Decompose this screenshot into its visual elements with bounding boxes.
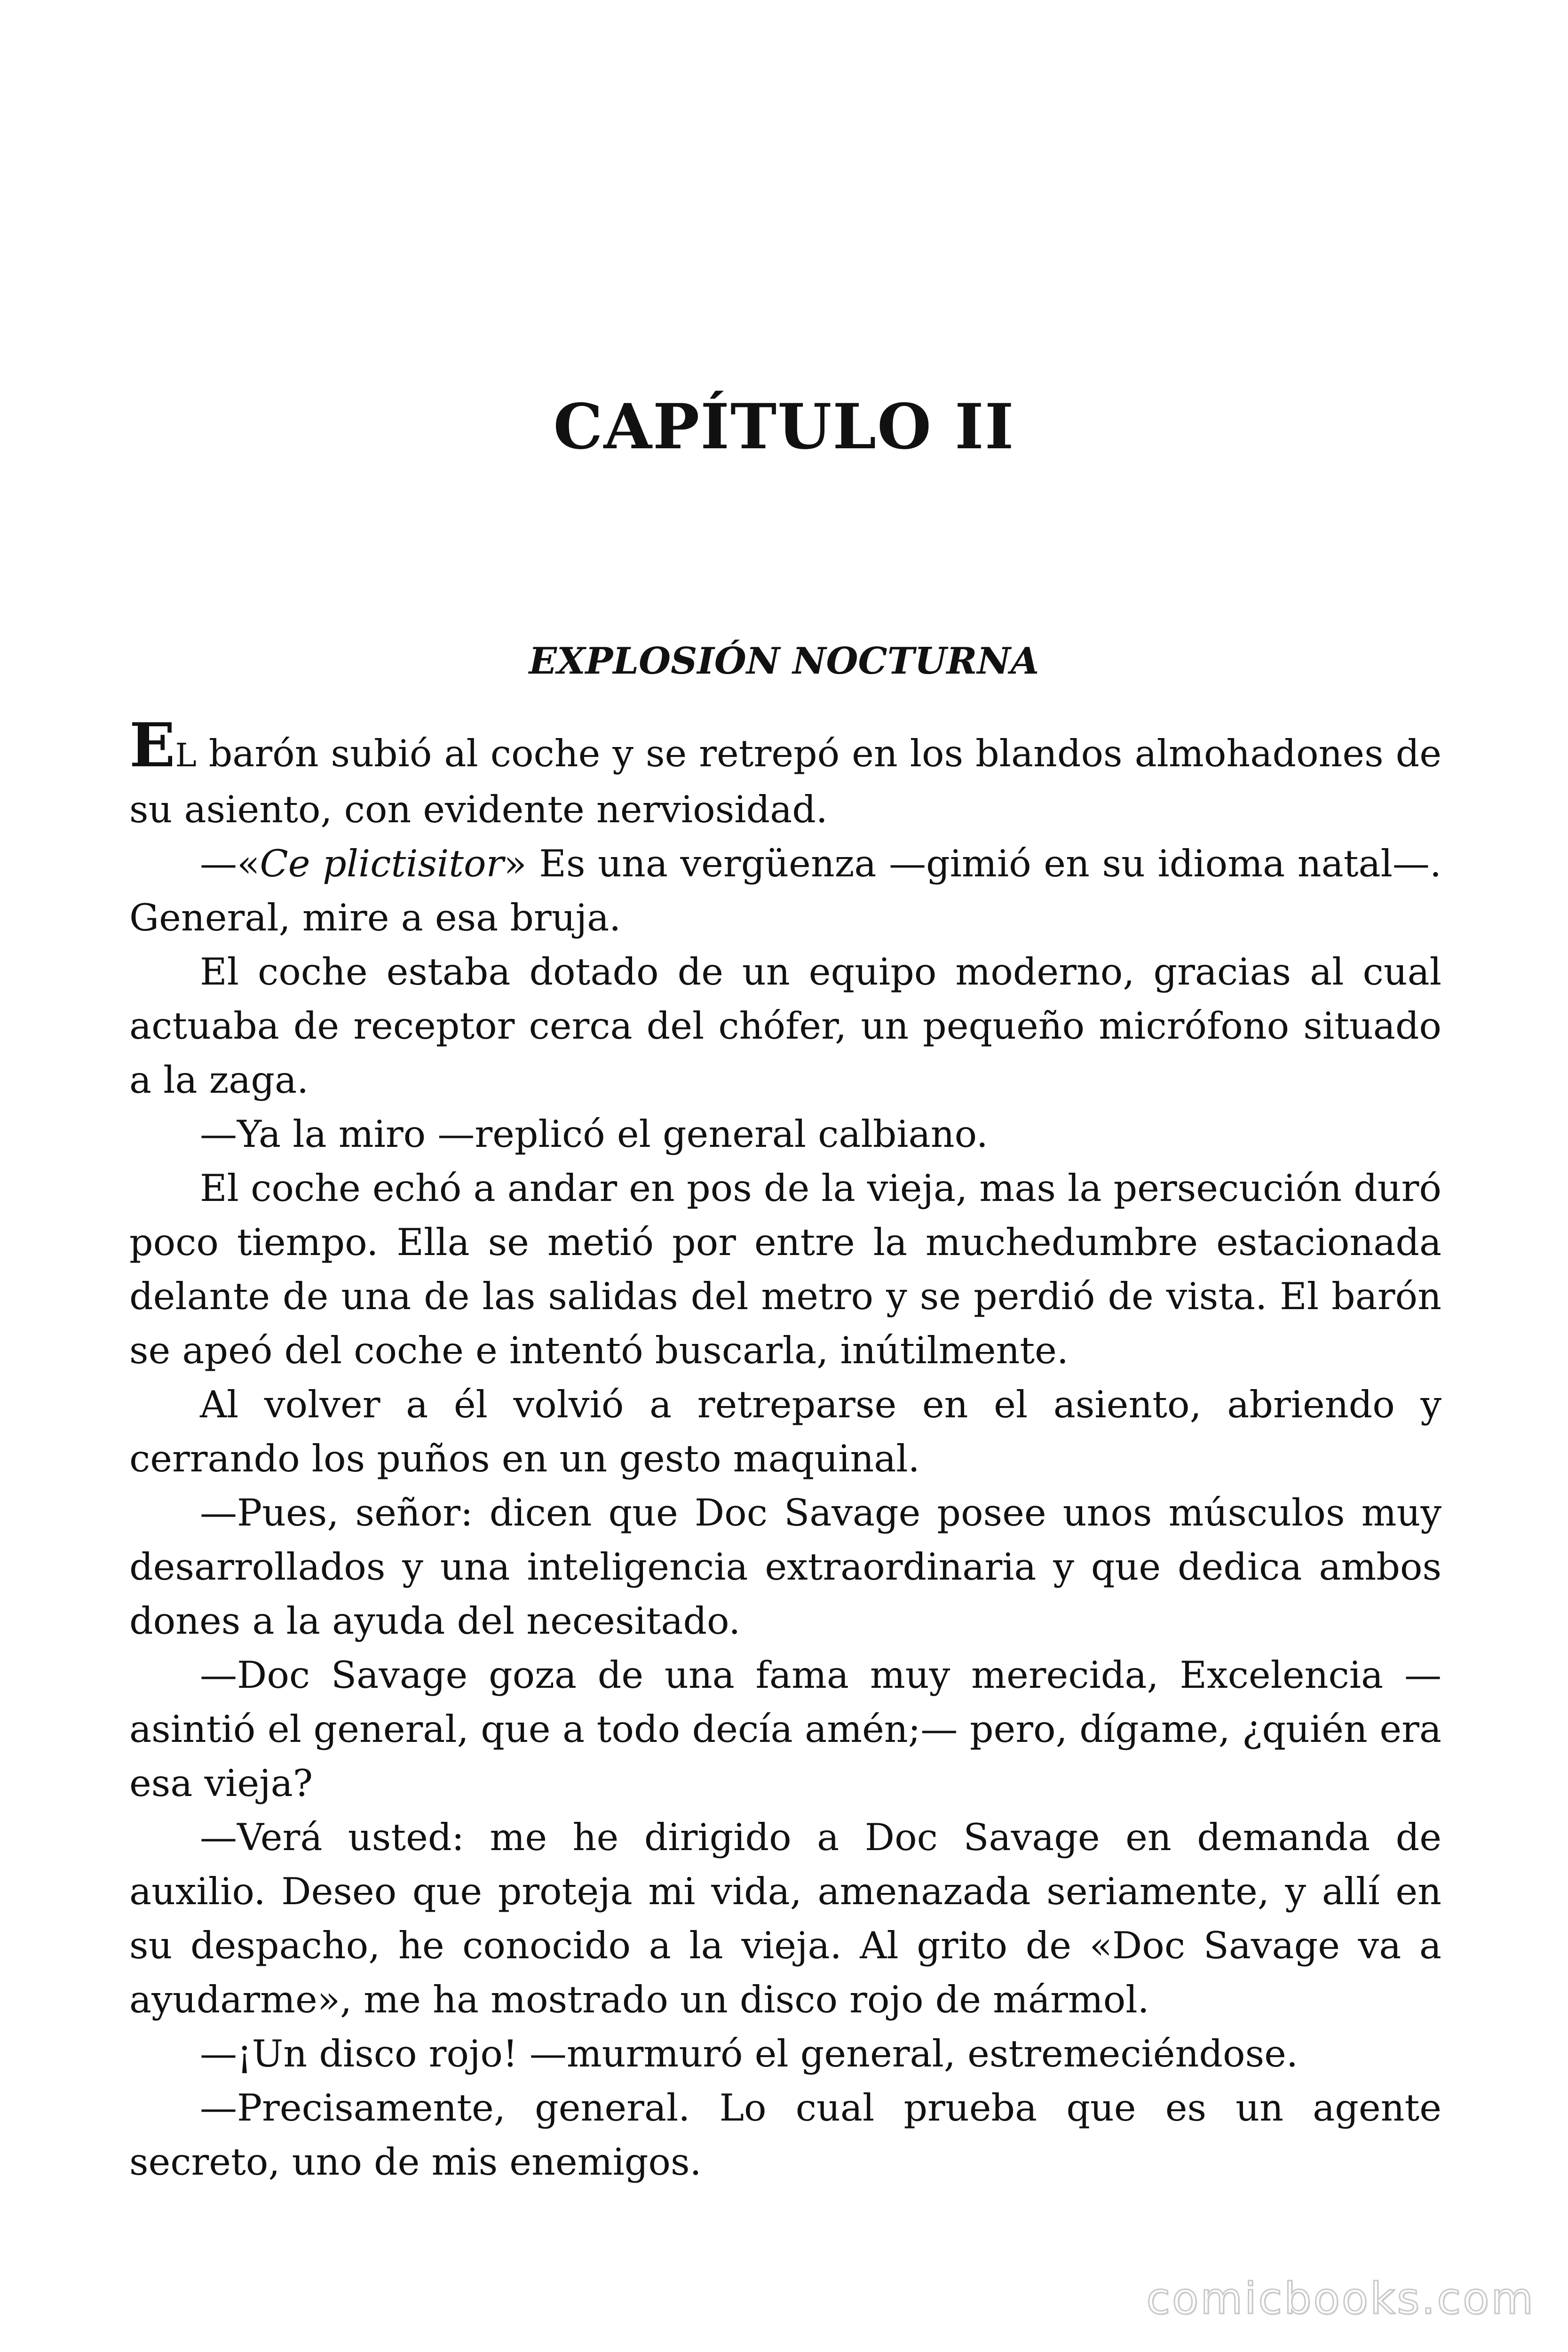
drop-cap: E <box>129 710 175 781</box>
paragraph-5: El coche echó a andar en pos de la vieja, mas la persecución duró poco tiempo. Ella se metió por entre la muchedumbre estacionada delante de una de las salidas del metro y se perdió de vista. El barón se apeó del coche e intentó buscarla, inútilmente. <box>129 1167 1441 1372</box>
chapter-subtitle: EXPLOSIÓN NOCTURNA <box>529 640 1039 683</box>
paragraph-6: Al volver a él volvió a retreparse en el asiento, abriendo y cerrando los puños en un gesto maquinal. <box>129 1383 1441 1480</box>
paragraph-2-italic-phrase: Ce plictisitor <box>260 842 504 885</box>
paragraph-10: —¡Un disco rojo! —murmuró el general, estremeciéndose. <box>200 2032 1298 2075</box>
paragraph-1 <box>129 710 1441 837</box>
paragraph-7: —Pues, señor: dicen que Doc Savage posee unos músculos muy desarrollados y una inteligencia extraordinaria y que dedica ambos dones a la ayuda del necesitado. <box>129 1491 1441 1643</box>
paragraph-2-lead: —« <box>200 842 260 885</box>
paragraph-4: —Ya la miro —replicó el general calbiano. <box>200 1112 988 1156</box>
paragraph-2-text: » Es una vergüenza —gimió en su idioma natal—. General, mire a esa bruja. <box>129 842 1441 939</box>
paragraph-8: —Doc Savage goza de una fama muy merecida, Excelencia — asintió el general, que a todo decía amén;— pero, dígame, ¿quién era esa vieja? <box>129 1653 1441 1805</box>
paragraph-1-text: barón subió al coche y se retrepó en los blandos almohadones de su asiento, con evidente nerviosidad. <box>129 732 1441 831</box>
paragraph-3: El coche estaba dotado de un equipo moderno, gracias al cual actuaba de receptor cerca del chófer, un pequeño micrófono situado a la zaga. <box>129 950 1441 1102</box>
paragraph-2 <box>129 837 1441 945</box>
small-cap: L <box>175 737 197 774</box>
paragraph-11: —Precisamente, general. Lo cual prueba que es un agente secreto, uno de mis enemigos. <box>129 2086 1441 2184</box>
chapter-title: CAPÍTULO II <box>553 390 1015 463</box>
paragraph-9: —Verá usted: me he dirigido a Doc Savage en demanda de auxilio. Deseo que proteja mi vida, amenazada seriamente, y allí en su despacho, he conocido a la vieja. Al grito de «Doc Savage va a ayudarme», me ha mostrado un disco rojo de mármol. <box>129 1816 1441 2021</box>
site-watermark: comicbooks.com <box>1146 2273 1535 2324</box>
chapter-body <box>129 710 1441 2189</box>
